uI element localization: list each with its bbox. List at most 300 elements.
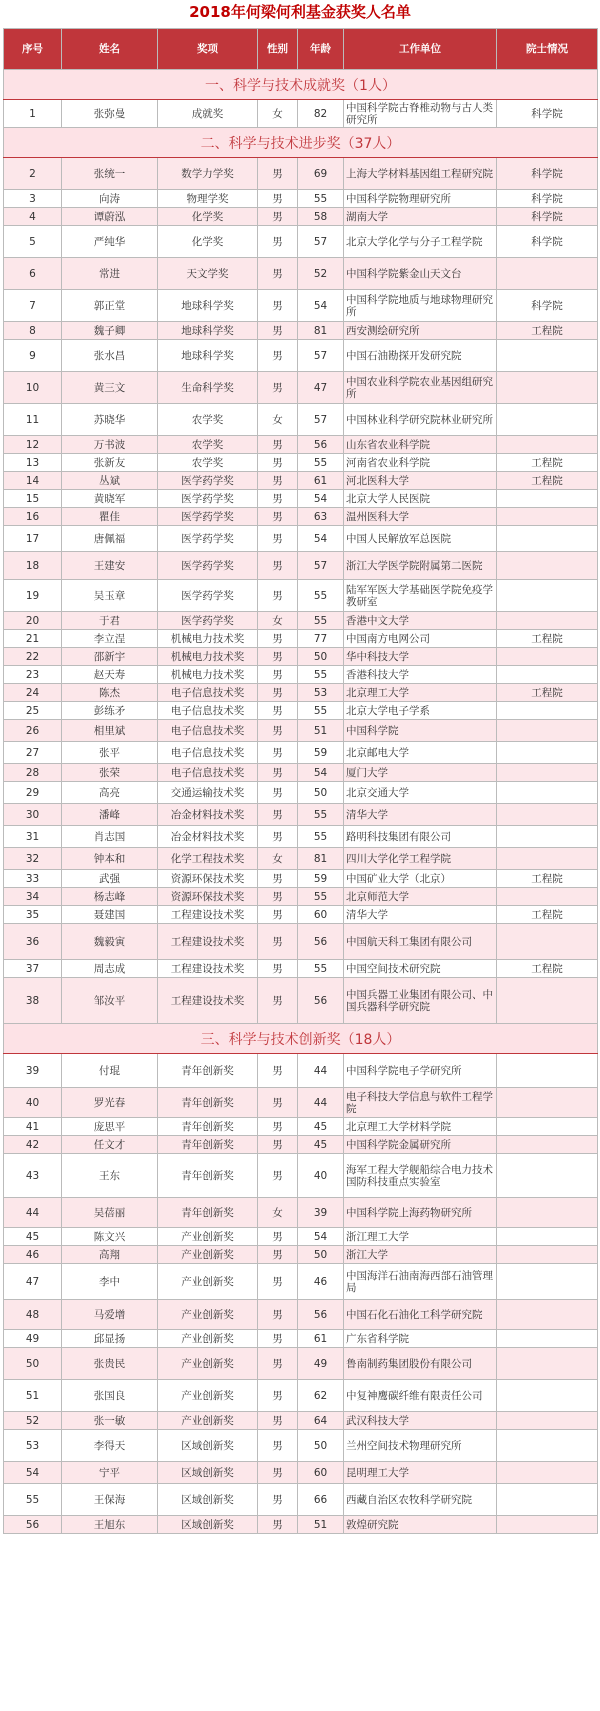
row-index: 48 bbox=[4, 1300, 62, 1330]
academician-status bbox=[497, 826, 598, 848]
awardee-name: 付琨 bbox=[62, 1054, 158, 1088]
section-heading: 二、科学与技术进步奖（37人） bbox=[4, 128, 598, 158]
row-index: 20 bbox=[4, 612, 62, 630]
gender: 男 bbox=[258, 472, 298, 490]
age: 57 bbox=[298, 226, 344, 258]
age: 54 bbox=[298, 764, 344, 782]
row-index: 41 bbox=[4, 1118, 62, 1136]
age: 53 bbox=[298, 684, 344, 702]
academician-status bbox=[497, 1462, 598, 1484]
table-row bbox=[4, 906, 598, 924]
award-type: 化学奖 bbox=[158, 208, 258, 226]
awardee-name: 李得天 bbox=[62, 1430, 158, 1462]
table-row bbox=[4, 490, 598, 508]
workplace: 西藏自治区农牧科学研究院 bbox=[344, 1484, 497, 1516]
table-row bbox=[4, 526, 598, 552]
gender: 女 bbox=[258, 404, 298, 436]
workplace: 中国科学院地质与地球物理研究所 bbox=[344, 290, 497, 322]
workplace: 温州医科大学 bbox=[344, 508, 497, 526]
awardee-name: 庞思平 bbox=[62, 1118, 158, 1136]
age: 54 bbox=[298, 490, 344, 508]
row-index: 33 bbox=[4, 870, 62, 888]
academician-status bbox=[497, 372, 598, 404]
section-heading-row bbox=[4, 70, 598, 100]
workplace: 中国石化石油化工科学研究院 bbox=[344, 1300, 497, 1330]
award-type: 资源环保技术奖 bbox=[158, 870, 258, 888]
age: 81 bbox=[298, 848, 344, 870]
age: 66 bbox=[298, 1484, 344, 1516]
award-type: 成就奖 bbox=[158, 100, 258, 128]
award-type: 医学药学奖 bbox=[158, 526, 258, 552]
workplace: 中国科学院紫金山天文台 bbox=[344, 258, 497, 290]
awardee-name: 王东 bbox=[62, 1154, 158, 1198]
academician-status: 科学院 bbox=[497, 158, 598, 190]
awardee-name: 苏晓华 bbox=[62, 404, 158, 436]
gender: 男 bbox=[258, 1136, 298, 1154]
table-row bbox=[4, 630, 598, 648]
row-index: 26 bbox=[4, 720, 62, 742]
workplace: 香港科技大学 bbox=[344, 666, 497, 684]
table-row bbox=[4, 1246, 598, 1264]
workplace: 中国农业科学院农业基因组研究所 bbox=[344, 372, 497, 404]
age: 81 bbox=[298, 322, 344, 340]
row-index: 36 bbox=[4, 924, 62, 960]
row-index: 40 bbox=[4, 1088, 62, 1118]
table-row bbox=[4, 472, 598, 490]
academician-status bbox=[497, 1412, 598, 1430]
table-row bbox=[4, 848, 598, 870]
award-type: 化学奖 bbox=[158, 226, 258, 258]
gender: 男 bbox=[258, 258, 298, 290]
awardee-name: 张新友 bbox=[62, 454, 158, 472]
age: 59 bbox=[298, 870, 344, 888]
table-row bbox=[4, 648, 598, 666]
table-row bbox=[4, 742, 598, 764]
age: 56 bbox=[298, 978, 344, 1024]
gender: 男 bbox=[258, 630, 298, 648]
row-index: 31 bbox=[4, 826, 62, 848]
table-row bbox=[4, 1136, 598, 1154]
table-row bbox=[4, 666, 598, 684]
award-type: 区域创新奖 bbox=[158, 1462, 258, 1484]
workplace: 河南省农业科学院 bbox=[344, 454, 497, 472]
row-index: 14 bbox=[4, 472, 62, 490]
awardee-name: 常进 bbox=[62, 258, 158, 290]
academician-status bbox=[497, 666, 598, 684]
age: 55 bbox=[298, 612, 344, 630]
awardee-name: 王旭东 bbox=[62, 1516, 158, 1534]
academician-status: 科学院 bbox=[497, 190, 598, 208]
workplace: 敦煌研究院 bbox=[344, 1516, 497, 1534]
awardee-name: 郭正堂 bbox=[62, 290, 158, 322]
academician-status bbox=[497, 720, 598, 742]
awardee-name: 邱显扬 bbox=[62, 1330, 158, 1348]
academician-status: 工程院 bbox=[497, 322, 598, 340]
award-type: 产业创新奖 bbox=[158, 1246, 258, 1264]
workplace: 路明科技集团有限公司 bbox=[344, 826, 497, 848]
row-index: 22 bbox=[4, 648, 62, 666]
table-row bbox=[4, 1154, 598, 1198]
gender: 男 bbox=[258, 924, 298, 960]
academician-status bbox=[497, 1264, 598, 1300]
col-header-gender: 性别 bbox=[258, 29, 298, 70]
table-row bbox=[4, 190, 598, 208]
gender: 男 bbox=[258, 702, 298, 720]
awardee-name: 张一敏 bbox=[62, 1412, 158, 1430]
age: 61 bbox=[298, 472, 344, 490]
row-index: 44 bbox=[4, 1198, 62, 1228]
age: 82 bbox=[298, 100, 344, 128]
gender: 男 bbox=[258, 870, 298, 888]
gender: 女 bbox=[258, 1198, 298, 1228]
workplace: 中国科学院电子学研究所 bbox=[344, 1054, 497, 1088]
workplace: 中国人民解放军总医院 bbox=[344, 526, 497, 552]
academician-status bbox=[497, 404, 598, 436]
table-row bbox=[4, 1348, 598, 1380]
awardee-name: 张国良 bbox=[62, 1380, 158, 1412]
award-type: 产业创新奖 bbox=[158, 1412, 258, 1430]
gender: 男 bbox=[258, 1154, 298, 1198]
awardee-name: 丛斌 bbox=[62, 472, 158, 490]
gender: 女 bbox=[258, 100, 298, 128]
age: 47 bbox=[298, 372, 344, 404]
row-index: 29 bbox=[4, 782, 62, 804]
table-row bbox=[4, 702, 598, 720]
table-row bbox=[4, 258, 598, 290]
row-index: 56 bbox=[4, 1516, 62, 1534]
gender: 男 bbox=[258, 1380, 298, 1412]
award-type: 医学药学奖 bbox=[158, 472, 258, 490]
workplace: 清华大学 bbox=[344, 804, 497, 826]
academician-status: 工程院 bbox=[497, 454, 598, 472]
row-index: 52 bbox=[4, 1412, 62, 1430]
gender: 男 bbox=[258, 158, 298, 190]
workplace: 北京理工大学 bbox=[344, 684, 497, 702]
row-index: 43 bbox=[4, 1154, 62, 1198]
award-type: 区域创新奖 bbox=[158, 1484, 258, 1516]
row-index: 5 bbox=[4, 226, 62, 258]
awardee-name: 武强 bbox=[62, 870, 158, 888]
table-row bbox=[4, 1228, 598, 1246]
table-row bbox=[4, 764, 598, 782]
workplace: 香港中文大学 bbox=[344, 612, 497, 630]
awardee-name: 高翔 bbox=[62, 1246, 158, 1264]
awardee-name: 王建安 bbox=[62, 552, 158, 580]
awardee-name: 邹汝平 bbox=[62, 978, 158, 1024]
awardee-name: 吴玉章 bbox=[62, 580, 158, 612]
row-index: 30 bbox=[4, 804, 62, 826]
workplace: 北京邮电大学 bbox=[344, 742, 497, 764]
academician-status: 科学院 bbox=[497, 226, 598, 258]
award-type: 物理学奖 bbox=[158, 190, 258, 208]
academician-status bbox=[497, 340, 598, 372]
table-row bbox=[4, 826, 598, 848]
academician-status bbox=[497, 1300, 598, 1330]
award-type: 天文学奖 bbox=[158, 258, 258, 290]
award-type: 医学药学奖 bbox=[158, 612, 258, 630]
academician-status bbox=[497, 1330, 598, 1348]
age: 60 bbox=[298, 906, 344, 924]
row-index: 42 bbox=[4, 1136, 62, 1154]
award-type: 地球科学奖 bbox=[158, 322, 258, 340]
table-row bbox=[4, 782, 598, 804]
academician-status bbox=[497, 1154, 598, 1198]
awardee-name: 谭蔚泓 bbox=[62, 208, 158, 226]
table-row bbox=[4, 404, 598, 436]
workplace: 电子科技大学信息与软件工程学院 bbox=[344, 1088, 497, 1118]
gender: 男 bbox=[258, 888, 298, 906]
gender: 男 bbox=[258, 508, 298, 526]
award-type: 工程建设技术奖 bbox=[158, 924, 258, 960]
workplace: 鲁南制药集团股份有限公司 bbox=[344, 1348, 497, 1380]
award-type: 冶金材料技术奖 bbox=[158, 804, 258, 826]
academician-status bbox=[497, 742, 598, 764]
academician-status bbox=[497, 924, 598, 960]
academician-status bbox=[497, 1516, 598, 1534]
awardee-name: 黄晓军 bbox=[62, 490, 158, 508]
awardee-name: 赵天寿 bbox=[62, 666, 158, 684]
table-row bbox=[4, 1462, 598, 1484]
award-type: 农学奖 bbox=[158, 436, 258, 454]
academician-status bbox=[497, 978, 598, 1024]
award-type: 化学工程技术奖 bbox=[158, 848, 258, 870]
table-row bbox=[4, 1412, 598, 1430]
gender: 男 bbox=[258, 340, 298, 372]
gender: 男 bbox=[258, 526, 298, 552]
age: 55 bbox=[298, 960, 344, 978]
awards-table bbox=[3, 28, 598, 1534]
row-index: 15 bbox=[4, 490, 62, 508]
awardee-name: 李中 bbox=[62, 1264, 158, 1300]
gender: 男 bbox=[258, 960, 298, 978]
age: 49 bbox=[298, 1348, 344, 1380]
workplace: 北京理工大学材料学院 bbox=[344, 1118, 497, 1136]
age: 64 bbox=[298, 1412, 344, 1430]
age: 55 bbox=[298, 190, 344, 208]
row-index: 47 bbox=[4, 1264, 62, 1300]
awardee-name: 邵新宇 bbox=[62, 648, 158, 666]
award-type: 资源环保技术奖 bbox=[158, 888, 258, 906]
row-index: 2 bbox=[4, 158, 62, 190]
award-type: 产业创新奖 bbox=[158, 1228, 258, 1246]
age: 77 bbox=[298, 630, 344, 648]
row-index: 18 bbox=[4, 552, 62, 580]
gender: 男 bbox=[258, 208, 298, 226]
workplace: 浙江大学 bbox=[344, 1246, 497, 1264]
age: 59 bbox=[298, 742, 344, 764]
age: 46 bbox=[298, 1264, 344, 1300]
table-row bbox=[4, 960, 598, 978]
age: 62 bbox=[298, 1380, 344, 1412]
gender: 男 bbox=[258, 580, 298, 612]
col-header-index: 序号 bbox=[4, 29, 62, 70]
row-index: 16 bbox=[4, 508, 62, 526]
table-row bbox=[4, 226, 598, 258]
award-type: 区域创新奖 bbox=[158, 1516, 258, 1534]
table-row bbox=[4, 208, 598, 226]
workplace: 中国兵器工业集团有限公司、中国兵器科学研究院 bbox=[344, 978, 497, 1024]
award-type: 电子信息技术奖 bbox=[158, 684, 258, 702]
table-row bbox=[4, 454, 598, 472]
workplace: 中国科学院 bbox=[344, 720, 497, 742]
age: 55 bbox=[298, 804, 344, 826]
age: 55 bbox=[298, 888, 344, 906]
table-row bbox=[4, 1198, 598, 1228]
table-row bbox=[4, 1380, 598, 1412]
academician-status bbox=[497, 1430, 598, 1462]
gender: 男 bbox=[258, 906, 298, 924]
gender: 男 bbox=[258, 322, 298, 340]
workplace: 中国林业科学研究院林业研究所 bbox=[344, 404, 497, 436]
table-row bbox=[4, 612, 598, 630]
gender: 男 bbox=[258, 1228, 298, 1246]
academician-status bbox=[497, 258, 598, 290]
award-type: 产业创新奖 bbox=[158, 1348, 258, 1380]
gender: 男 bbox=[258, 552, 298, 580]
table-row bbox=[4, 1118, 598, 1136]
age: 57 bbox=[298, 340, 344, 372]
section-heading-row bbox=[4, 1024, 598, 1054]
awardee-name: 相里斌 bbox=[62, 720, 158, 742]
row-index: 9 bbox=[4, 340, 62, 372]
academician-status bbox=[497, 1246, 598, 1264]
row-index: 46 bbox=[4, 1246, 62, 1264]
gender: 男 bbox=[258, 826, 298, 848]
award-type: 医学药学奖 bbox=[158, 580, 258, 612]
section-heading: 三、科学与技术创新奖（18人） bbox=[4, 1024, 598, 1054]
awardee-name: 王保海 bbox=[62, 1484, 158, 1516]
row-index: 51 bbox=[4, 1380, 62, 1412]
row-index: 19 bbox=[4, 580, 62, 612]
award-type: 医学药学奖 bbox=[158, 490, 258, 508]
award-type: 产业创新奖 bbox=[158, 1330, 258, 1348]
workplace: 上海大学材料基因组工程研究院 bbox=[344, 158, 497, 190]
workplace: 中国海洋石油南海西部石油管理局 bbox=[344, 1264, 497, 1300]
award-type: 产业创新奖 bbox=[158, 1300, 258, 1330]
awardee-name: 万书波 bbox=[62, 436, 158, 454]
awardee-name: 李立浧 bbox=[62, 630, 158, 648]
gender: 男 bbox=[258, 490, 298, 508]
gender: 男 bbox=[258, 1088, 298, 1118]
page-title: 2018年何梁何利基金获奖人名单 bbox=[189, 3, 411, 21]
academician-status: 工程院 bbox=[497, 870, 598, 888]
awardee-name: 魏毅寅 bbox=[62, 924, 158, 960]
award-type: 地球科学奖 bbox=[158, 290, 258, 322]
awardee-name: 于君 bbox=[62, 612, 158, 630]
row-index: 34 bbox=[4, 888, 62, 906]
gender: 男 bbox=[258, 436, 298, 454]
gender: 男 bbox=[258, 684, 298, 702]
workplace: 中国航天科工集团有限公司 bbox=[344, 924, 497, 960]
awardee-name: 杨志峰 bbox=[62, 888, 158, 906]
row-index: 38 bbox=[4, 978, 62, 1024]
table-row bbox=[4, 1264, 598, 1300]
awardee-name: 严纯华 bbox=[62, 226, 158, 258]
award-type: 青年创新奖 bbox=[158, 1136, 258, 1154]
table-row bbox=[4, 720, 598, 742]
age: 55 bbox=[298, 826, 344, 848]
gender: 男 bbox=[258, 720, 298, 742]
table-row bbox=[4, 1484, 598, 1516]
row-index: 49 bbox=[4, 1330, 62, 1348]
academician-status bbox=[497, 848, 598, 870]
age: 54 bbox=[298, 526, 344, 552]
workplace: 中国南方电网公司 bbox=[344, 630, 497, 648]
awardee-name: 肖志国 bbox=[62, 826, 158, 848]
gender: 男 bbox=[258, 1516, 298, 1534]
awardee-name: 向涛 bbox=[62, 190, 158, 208]
row-index: 37 bbox=[4, 960, 62, 978]
academician-status bbox=[497, 1054, 598, 1088]
workplace: 中国科学院古脊椎动物与古人类研究所 bbox=[344, 100, 497, 128]
award-type: 工程建设技术奖 bbox=[158, 960, 258, 978]
age: 63 bbox=[298, 508, 344, 526]
gender: 男 bbox=[258, 1348, 298, 1380]
academician-status bbox=[497, 1228, 598, 1246]
workplace: 广东省科学院 bbox=[344, 1330, 497, 1348]
gender: 男 bbox=[258, 1462, 298, 1484]
age: 55 bbox=[298, 702, 344, 720]
awardee-name: 唐佩福 bbox=[62, 526, 158, 552]
academician-status bbox=[497, 1348, 598, 1380]
academician-status bbox=[497, 436, 598, 454]
award-type: 机械电力技术奖 bbox=[158, 648, 258, 666]
age: 45 bbox=[298, 1118, 344, 1136]
age: 60 bbox=[298, 1462, 344, 1484]
workplace: 华中科技大学 bbox=[344, 648, 497, 666]
row-index: 17 bbox=[4, 526, 62, 552]
awardee-name: 张荣 bbox=[62, 764, 158, 782]
table-row bbox=[4, 508, 598, 526]
col-header-award: 奖项 bbox=[158, 29, 258, 70]
award-type: 医学药学奖 bbox=[158, 552, 258, 580]
gender: 男 bbox=[258, 290, 298, 322]
gender: 男 bbox=[258, 1246, 298, 1264]
table-row bbox=[4, 684, 598, 702]
row-index: 28 bbox=[4, 764, 62, 782]
award-type: 数学力学奖 bbox=[158, 158, 258, 190]
table-row bbox=[4, 436, 598, 454]
row-index: 53 bbox=[4, 1430, 62, 1462]
table-row bbox=[4, 372, 598, 404]
workplace: 中国科学院上海药物研究所 bbox=[344, 1198, 497, 1228]
gender: 女 bbox=[258, 612, 298, 630]
table-row bbox=[4, 870, 598, 888]
academician-status: 工程院 bbox=[497, 630, 598, 648]
workplace: 武汉科技大学 bbox=[344, 1412, 497, 1430]
age: 54 bbox=[298, 1228, 344, 1246]
award-type: 机械电力技术奖 bbox=[158, 666, 258, 684]
awardee-name: 彭练矛 bbox=[62, 702, 158, 720]
workplace: 河北医科大学 bbox=[344, 472, 497, 490]
row-index: 4 bbox=[4, 208, 62, 226]
awardee-name: 马爱增 bbox=[62, 1300, 158, 1330]
workplace: 浙江理工大学 bbox=[344, 1228, 497, 1246]
row-index: 35 bbox=[4, 906, 62, 924]
award-type: 冶金材料技术奖 bbox=[158, 826, 258, 848]
award-type: 产业创新奖 bbox=[158, 1264, 258, 1300]
gender: 男 bbox=[258, 1484, 298, 1516]
gender: 男 bbox=[258, 1330, 298, 1348]
awardee-name: 宁平 bbox=[62, 1462, 158, 1484]
award-type: 工程建设技术奖 bbox=[158, 978, 258, 1024]
awardee-name: 高亮 bbox=[62, 782, 158, 804]
section-heading-row bbox=[4, 128, 598, 158]
award-type: 青年创新奖 bbox=[158, 1118, 258, 1136]
table-row bbox=[4, 924, 598, 960]
award-type: 青年创新奖 bbox=[158, 1154, 258, 1198]
awardee-name: 钟本和 bbox=[62, 848, 158, 870]
